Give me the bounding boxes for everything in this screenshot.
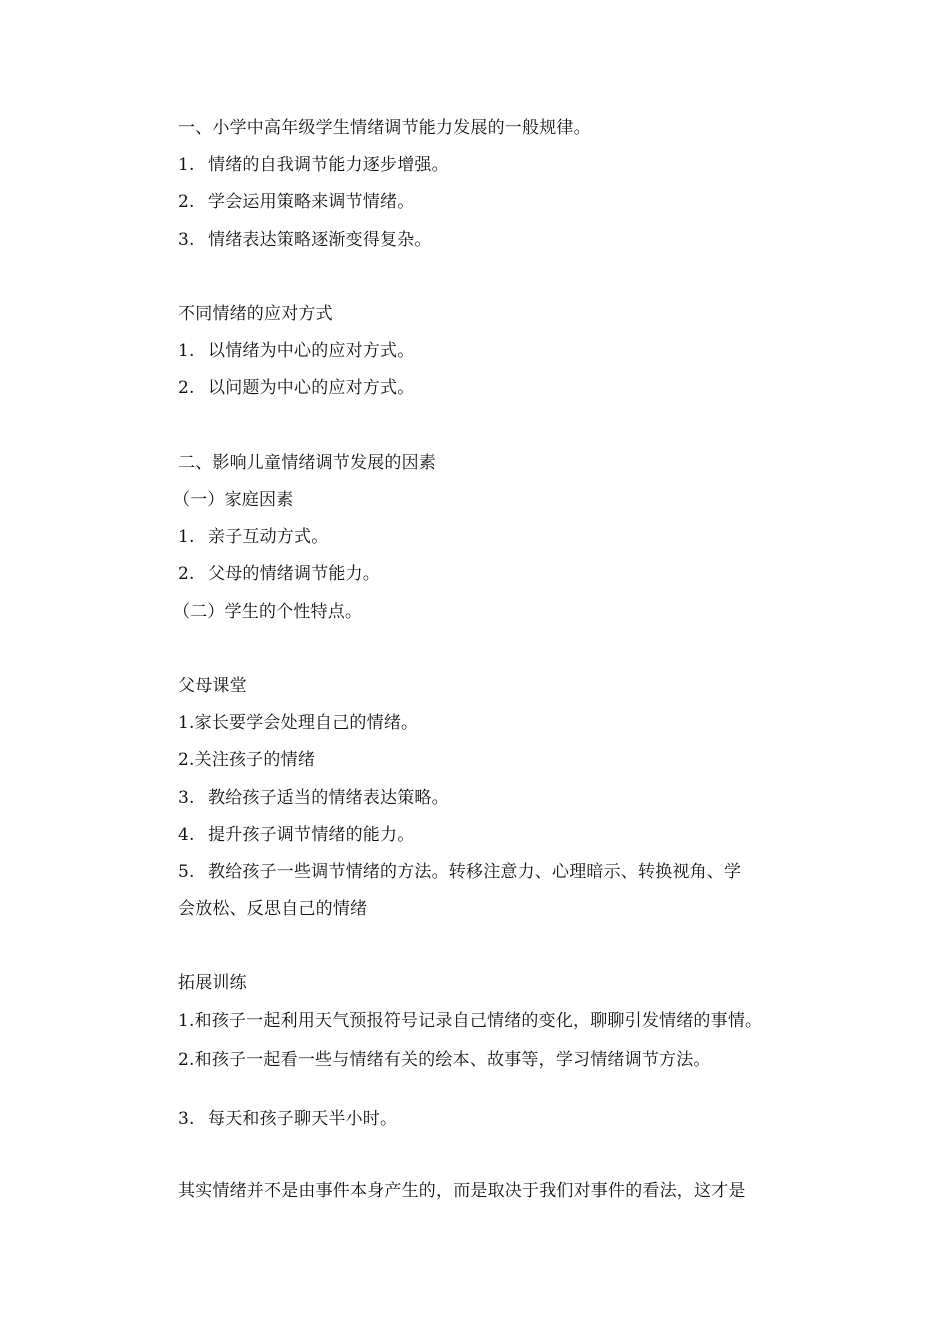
list-item: [178, 526, 328, 548]
item-text: 教给孩子适当的情绪表达策略。: [208, 788, 449, 808]
item-number: 1.: [178, 527, 195, 547]
list-item: [178, 229, 432, 251]
section2-heading: 二、影响儿童情绪调节发展的因素: [178, 453, 436, 473]
item-number: 2.: [178, 564, 195, 584]
closing-paragraph: 其实情绪并不是由事件本身产生的，而是取决于我们对事件的看法，这才是: [178, 1181, 746, 1201]
list-item: [178, 824, 414, 846]
section2-subheading-personality: （二）学生的个性特点。: [173, 602, 363, 622]
list-item: [178, 861, 741, 883]
list-item: [178, 1108, 397, 1130]
item-number: 1.: [178, 341, 195, 361]
list-item-continuation: 会放松、反思自己的情绪: [178, 899, 368, 919]
item-text: 以问题为中心的应对方式。: [208, 378, 415, 398]
item-text: 以情绪为中心的应对方式。: [208, 341, 415, 361]
item-text: 每天和孩子聊天半小时。: [208, 1109, 398, 1129]
section1-heading: 一、小学中高年级学生情绪调节能力发展的一般规律。: [178, 118, 591, 138]
list-item: [178, 563, 380, 585]
list-item: [178, 191, 414, 213]
item-text: 学会运用策略来调节情绪。: [208, 192, 415, 212]
item-number: 2.: [178, 192, 195, 212]
list-item: [178, 154, 449, 176]
list-item: [178, 787, 449, 809]
item-text: 父母的情绪调节能力。: [208, 564, 380, 584]
item-text: 情绪的自我调节能力逐步增强。: [208, 155, 449, 175]
list-item: 1.家长要学会处理自己的情绪。: [178, 713, 419, 733]
item-text: 提升孩子调节情绪的能力。: [208, 825, 415, 845]
item-number: 5.: [178, 862, 195, 882]
list-item: [178, 377, 414, 399]
coping-heading: 不同情绪的应对方式: [178, 304, 333, 324]
list-item: 2.和孩子一起看一些与情绪有关的绘本、故事等，学习情绪调节方法。: [178, 1050, 711, 1070]
item-number: 3.: [178, 1109, 195, 1129]
item-text: 亲子互动方式。: [208, 527, 329, 547]
item-text: 教给孩子一些调节情绪的方法。转移注意力、心理暗示、转换视角、学: [208, 862, 742, 882]
parents-heading: 父母课堂: [178, 676, 247, 696]
item-number: 3.: [178, 230, 195, 250]
section2-subheading-family: （一）家庭因素: [173, 490, 294, 510]
list-item: 2.关注孩子的情绪: [178, 750, 316, 770]
list-item: [178, 340, 414, 362]
item-number: 1.: [178, 155, 195, 175]
item-number: 3.: [178, 788, 195, 808]
item-number: 4.: [178, 825, 195, 845]
list-item: 1.和孩子一起利用天气预报符号记录自己情绪的变化，聊聊引发情绪的事情。: [178, 1011, 763, 1031]
item-number: 2.: [178, 378, 195, 398]
training-heading: 拓展训练: [178, 973, 247, 993]
item-text: 情绪表达策略逐渐变得复杂。: [208, 230, 432, 250]
